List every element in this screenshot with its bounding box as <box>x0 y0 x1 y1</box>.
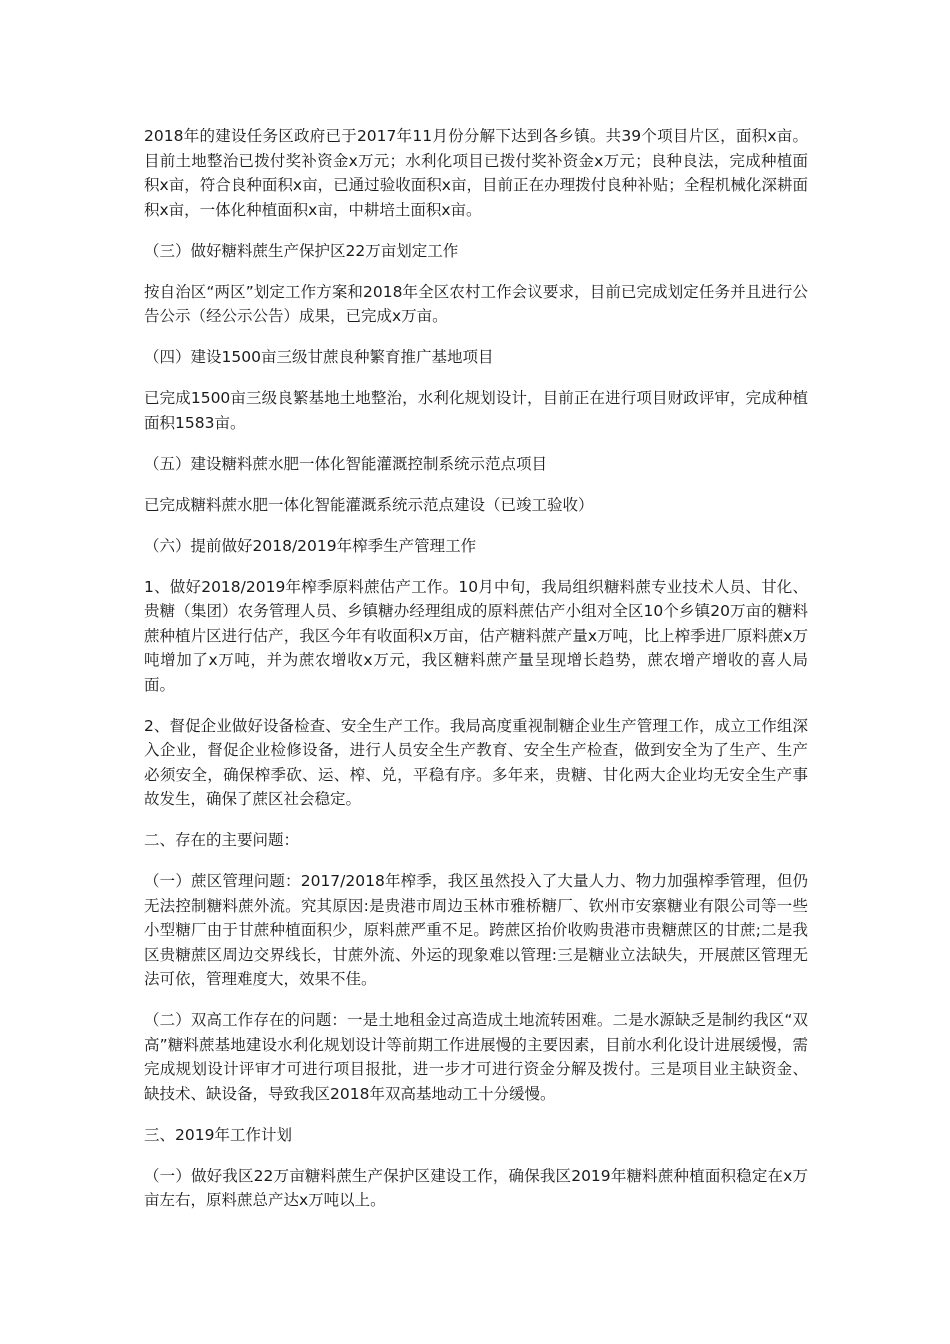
section-heading-3: （三）做好糖料蔗生产保护区22万亩划定工作 <box>144 241 459 260</box>
section-heading-6: （六）提前做好2018/2019年榨季生产管理工作 <box>144 536 477 555</box>
section-heading-plan: 三、2019年工作计划 <box>144 1125 292 1144</box>
section-heading-problems: 二、存在的主要问题： <box>144 831 300 849</box>
paragraph-safety: 2、督促企业做好设备检查、安全生产工作。我局高度重视制糖企业生产管理工作，成立工作组深入企业，督促企业检修设备，进行人员安全生产教育、安全生产检查，做到安全为了生产、生产必须安全，确保榨季砍、运、榨、兑，平稳有序。多年来，贵糖、甘化两大企业均无安全生产事故发生，确保了蔗区社会稳定。 <box>144 716 808 808</box>
paragraph-area-management: （一）蔗区管理问题：2017/2018年榨季，我区虽然投入了大量人力、物力加强榨季管理，但仍无法控制糖料蔗外流。究其原因:是贵港市周边玉林市雅桥糖厂、钦州市安寨糖业有限公司等一些小型糖厂由于甘蔗种植面积少，原料蔗严重不足。跨蔗区抬价收购贵港市贵糖蔗区的甘蔗;二是我区贵糖蔗区周边交界线长，甘蔗外流、外运的现象难以管理:三是糖业立法缺失，开展蔗区管理无法可依，管理难度大，效果不佳。 <box>144 872 808 988</box>
document-page <box>144 124 808 1229</box>
paragraph-breeding-base: 已完成1500亩三级良繁基地土地整治，水利化规划设计，目前正在进行项目财政评审，完成种植面积1583亩。 <box>144 389 808 432</box>
paragraph-yield-estimate: 1、做好2018/2019年榨季原料蔗估产工作。10月中旬，我局组织糖料蔗专业技术人员、甘化、贵糖（集团）农务管理人员、乡镇糖办经理组成的原料蔗估产小组对全区10个乡镇20万亩的糖料蔗种植片区进行估产，我区今年有收面积x万亩，估产糖料蔗产量x万吨，比上榨季进厂原料蔗x万吨增加了x万吨，并为蔗农增收x万元，我区糖料蔗产量呈现增长趋势，蔗农增产增收的喜人局面。 <box>144 577 808 694</box>
paragraph-double-high: （二）双高工作存在的问题：一是土地租金过高造成土地流转困难。二是水源缺乏是制约我区“双高”糖料蔗基地建设水利化规划设计等前期工作进展慢的主要因素，目前水利化设计进展缓慢，需完成规划设计评审才可进行项目报批，进一步才可进行资金分解及拨付。三是项目业主缺资金、缺技术、缺设备，导致我区2018年双高基地动工十分缓慢。 <box>144 1011 808 1103</box>
paragraph-plan-1: （一）做好我区22万亩糖料蔗生产保护区建设工作，确保我区2019年糖料蔗种植面积稳定在x万亩左右，原料蔗总产达x万吨以上。 <box>144 1166 808 1209</box>
section-heading-5: （五）建设糖料蔗水肥一体化智能灌溉控制系统示范点项目 <box>144 454 548 473</box>
paragraph-zoning: 按自治区“两区”划定工作方案和2018年全区农村工作会议要求，目前已完成划定任务并且进行公告公示（经公示公告）成果，已完成x万亩。 <box>144 282 808 325</box>
paragraph-irrigation: 已完成糖料蔗水肥一体化智能灌溉系统示范点建设（已竣工验收） <box>144 495 594 514</box>
paragraph-task-breakdown: 2018年的建设任务区政府已于2017年11月份分解下达到各乡镇。共39个项目片区，面积x亩。目前土地整治已拨付奖补资金x万元；水利化项目已拨付奖补资金x万元；良种良法，完成种植面积x亩，符合良种面积x亩，已通过验收面积x亩，目前正在办理拨付良种补贴；全程机械化深耕面积x亩，一体化种植面积x亩，中耕培土面积x亩。 <box>144 127 808 219</box>
section-heading-4: （四）建设1500亩三级甘蔗良种繁育推广基地项目 <box>144 348 494 366</box>
